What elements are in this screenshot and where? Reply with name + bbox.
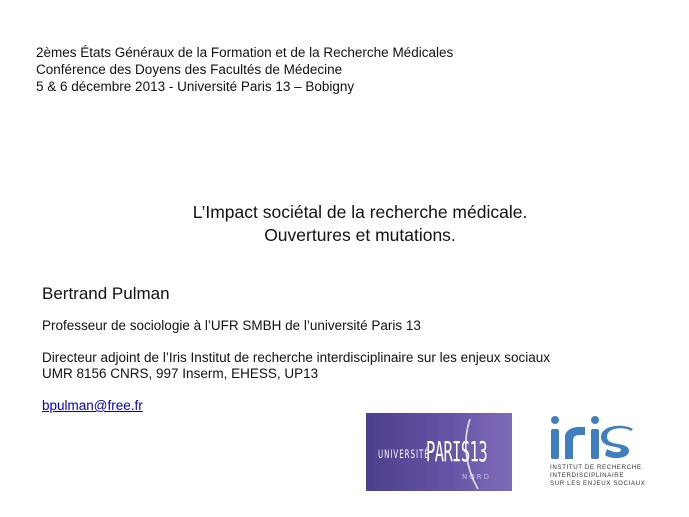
paris13-logo xyxy=(366,413,512,491)
paris13-swoosh-icon xyxy=(366,413,512,491)
iris-line-2: INTERDISCIPLINAIRE xyxy=(550,472,625,479)
presentation-title xyxy=(0,201,689,247)
header-line-2: Conférence des Doyens des Facultés de Médecine xyxy=(36,62,343,77)
paris13-universite: UNIVERSITÉ xyxy=(378,448,430,462)
title-line-1: L’Impact sociétal de la recherche médicale. xyxy=(192,202,528,222)
title-line-2: Ouvertures et mutations. xyxy=(264,225,456,245)
iris-caption xyxy=(550,464,645,488)
iris-line-3: SUR LES ENJEUX SOCIAUX xyxy=(550,480,646,487)
iris-line-1: INSTITUT DE RECHERCHE xyxy=(550,464,642,471)
conference-header xyxy=(36,44,453,95)
author-name: Bertrand Pulman xyxy=(42,284,170,303)
affiliation-line-1: Directeur adjoint de l’Iris Institut de recherche interdisciplinaire sur les enjeux sociaux xyxy=(42,350,550,365)
author-role: Professeur de sociologie à l’UFR SMBH de l’université Paris 13 xyxy=(42,318,421,333)
header-line-1: 2èmes États Généraux de la Formation et de la Recherche Médicales xyxy=(36,45,454,60)
header-line-3: 5 & 6 décembre 2013 - Université Paris 13 – Bobigny xyxy=(36,79,355,94)
author-email-link[interactable]: bpulman@free.fr xyxy=(42,398,143,413)
author-affiliation xyxy=(42,350,550,382)
paris13-nord: NORD xyxy=(462,473,491,481)
paris13-wordmark: PARIS13 xyxy=(426,435,488,468)
affiliation-line-2: UMR 8156 CNRS, 997 Inserm, EHESS, UP13 xyxy=(42,366,319,381)
